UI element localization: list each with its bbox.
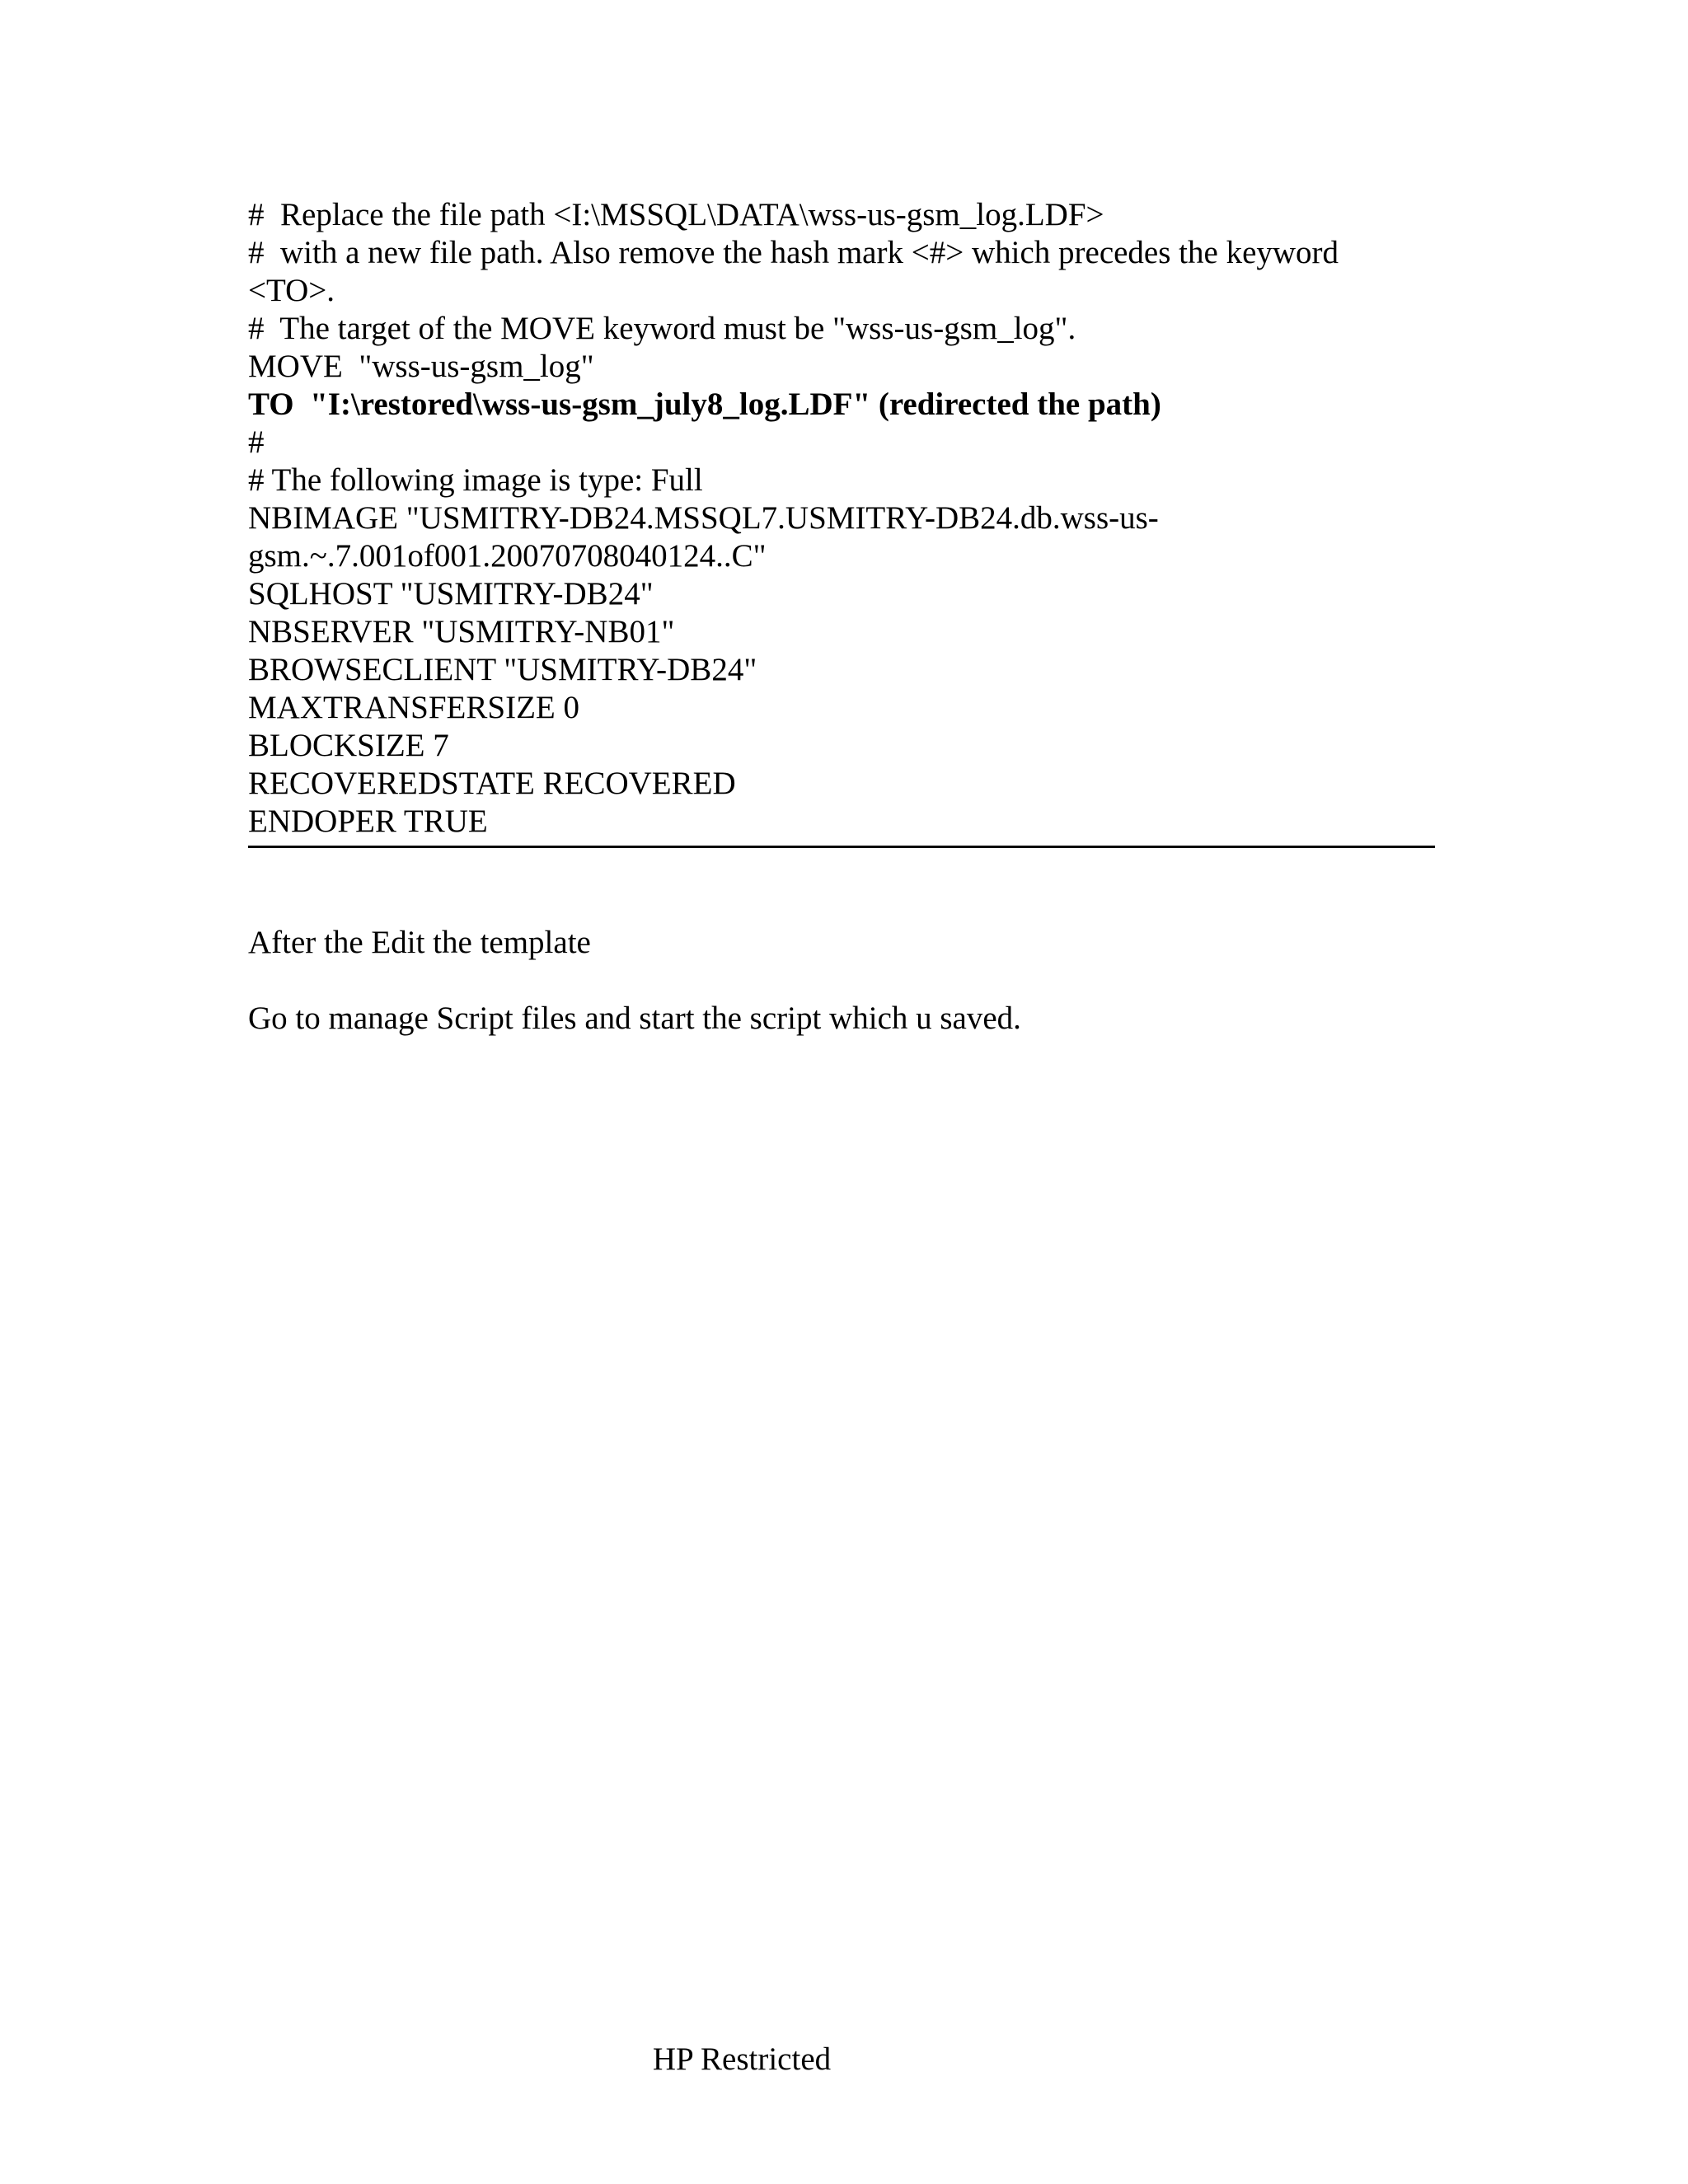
script-line-recoveredstate: RECOVEREDSTATE RECOVERED [248,766,736,801]
script-line-comment-move-target: # The target of the MOVE keyword must be "wss-us-gsm_log". [248,311,1076,346]
script-line-nbimage-continued: gsm.~.7.001of001.20070708040124..C" [248,538,767,574]
script-line-endoper: ENDOPER TRUE [248,804,488,839]
footer-classification: HP Restricted [652,2041,832,2077]
script-template-block [248,196,1435,848]
paragraph-after-edit: After the Edit the template [248,925,591,960]
script-line-sqlhost: SQLHOST "USMITRY-DB24" [248,576,654,612]
script-line-hash: # [248,424,265,460]
script-line-blocksize: BLOCKSIZE 7 [248,728,449,763]
script-line-browseclient: BROWSECLIENT "USMITRY-DB24" [248,652,757,687]
script-line-move: MOVE "wss-us-gsm_log" [248,349,594,384]
script-line-comment-new-path: # with a new file path. Also remove the hash mark <#> which precedes the keyword [248,235,1339,270]
script-line-maxtransfersize: MAXTRANSFERSIZE 0 [248,690,579,725]
script-line-nbserver: NBSERVER "USMITRY-NB01" [248,614,675,649]
script-line-nbimage: NBIMAGE "USMITRY-DB24.MSSQL7.USMITRY-DB24.db.wss-us- [248,500,1159,536]
script-line-comment-replace-path: # Replace the file path <I:\MSSQL\DATA\wss-us-gsm_log.LDF> [248,197,1104,232]
script-line-comment-image-type: # The following image is type: Full [248,462,703,498]
script-line-to-redirected: TO "I:\restored\wss-us-gsm_july8_log.LDF" (redirected the path) [248,387,1161,422]
paragraph-go-to-manage: Go to manage Script files and start the script which u saved. [248,1001,1021,1036]
script-line-comment-to: <TO>. [248,273,335,308]
